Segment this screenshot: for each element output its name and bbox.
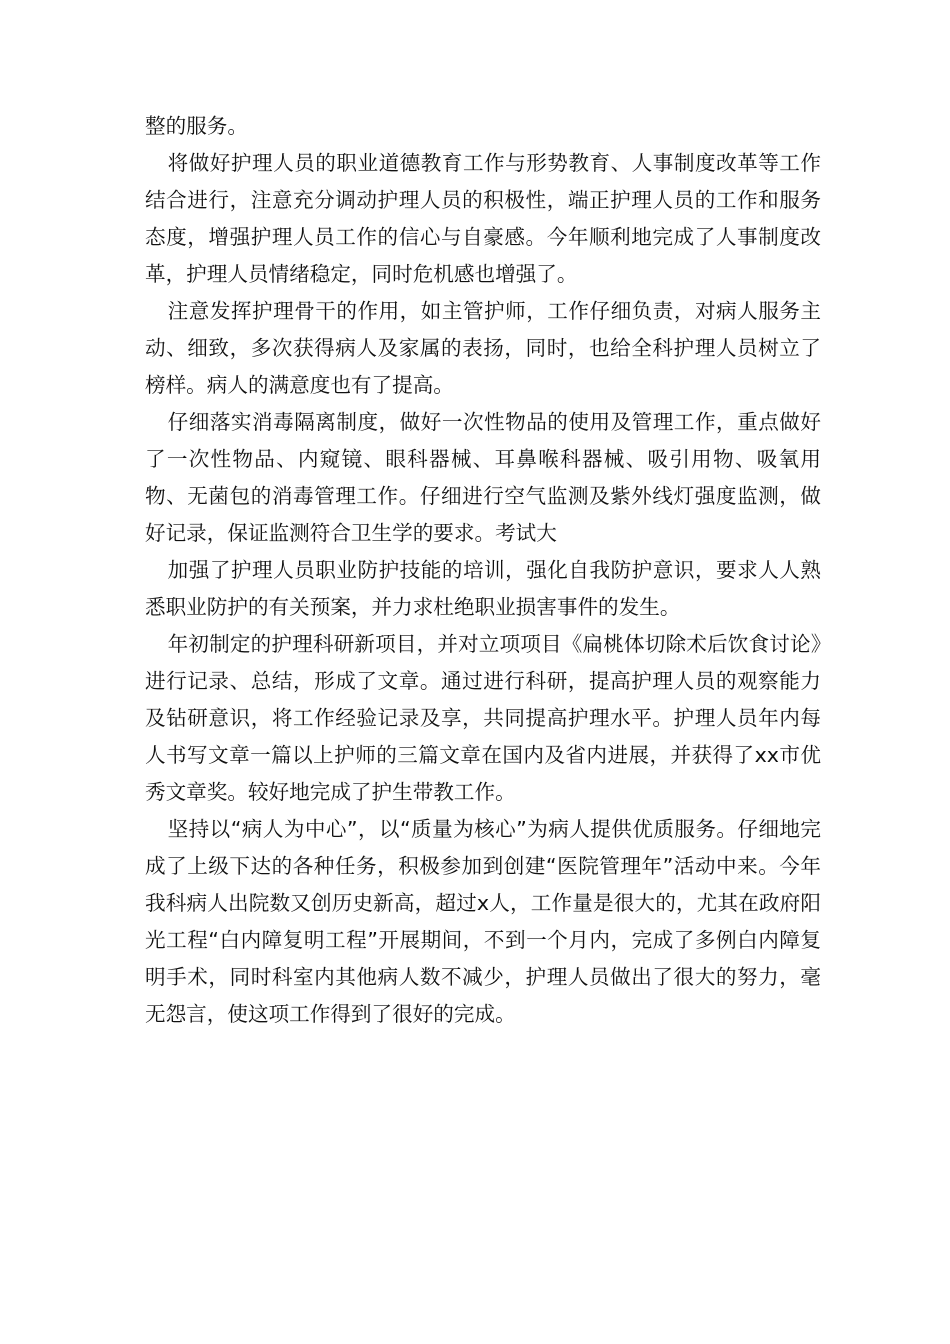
paragraph-patient-centered: 坚持以“病人为中心”，以“质量为核心”为病人提供优质服务。仔细地完成了上级下达的各种任务，积极参加到创建“医院管理年”活动中来。今年我科病人出院数又创历史新高，超过x人，工作量是很大的，尤其在政府阳光工程“白内障复明工程”开展期间，不到一个月内，完成了多例白内障复明手术，同时科室内其他病人数不减少，护理人员做出了很大的努力，毫无怨言，使这项工作得到了很好的完成。 [145,817,821,1026]
document-body [145,108,821,1033]
paragraph-continued: 整的服务。 [145,114,248,138]
paragraph-nursing-backbone: 注意发挥护理骨干的作用，如主管护师，工作仔细负责，对病人服务主动、细致，多次获得病人及家属的表扬，同时，也给全科护理人员树立了榜样。病人的满意度也有了提高。 [145,299,821,397]
paragraph-research: 年初制定的护理科研新项目，并对立项项目《扁桃体切除术后饮食讨论》进行记录、总结，形成了文章。通过进行科研，提高护理人员的观察能力及钻研意识，将工作经验记录及享，共同提高护理水平。护理人员年内每人书写文章一篇以上护师的三篇文章在国内及省内进展，并获得了xx市优秀文章奖。较好地完成了护生带教工作。 [145,632,821,804]
paragraph-disinfection: 仔细落实消毒隔离制度，做好一次性物品的使用及管理工作，重点做好了一次性物品、内窥镜、眼科器械、耳鼻喉科器械、吸引用物、吸氧用物、无菌包的消毒管理工作。仔细进行空气监测及紫外线灯强度监测，做好记录，保证监测符合卫生学的要求。考试大 [145,410,821,545]
paragraph-occupational-protection: 加强了护理人员职业防护技能的培训，强化自我防护意识，要求人人熟悉职业防护的有关预案，并力求杜绝职业损害事件的发生。 [145,558,821,619]
paragraph-personnel-reform: 将做好护理人员的职业道德教育工作与形势教育、人事制度改革等工作结合进行，注意充分调动护理人员的积极性，端正护理人员的工作和服务态度，增强护理人员工作的信心与自豪感。今年顺利地完成了人事制度改革，护理人员情绪稳定，同时危机感也增强了。 [145,151,821,286]
